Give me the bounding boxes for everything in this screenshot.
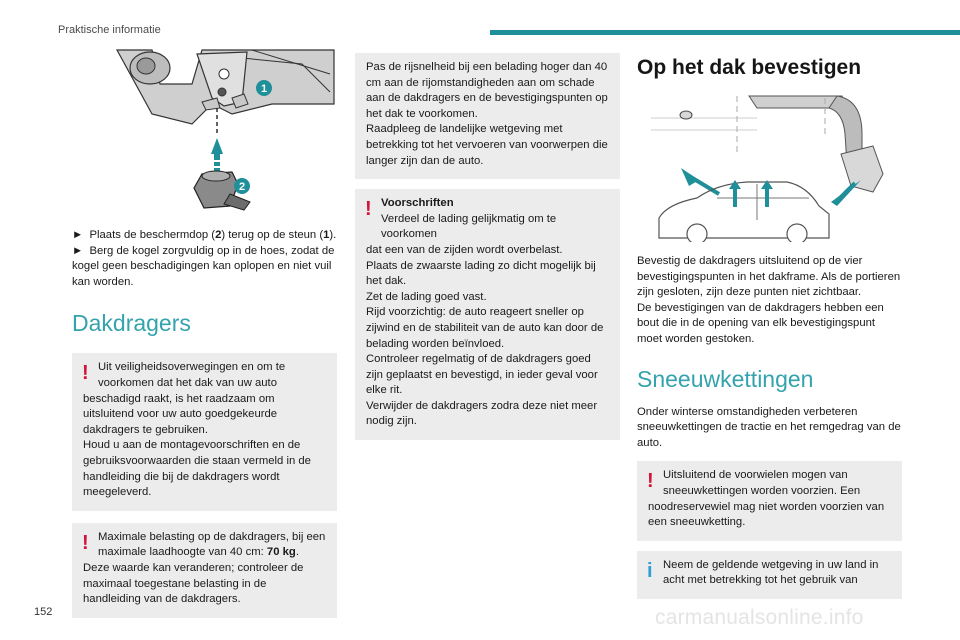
warning-icon: ! [82, 531, 89, 554]
bullet-marker-icon: ► [72, 229, 84, 241]
heading-dakdragers: Dakdragers [72, 310, 191, 337]
instruction-item: ► Berg de kogel zorgvuldig op in de hoes, zodat de kogel geen beschadigingen kan oplopen en niet vuil kan worden. [72, 244, 335, 288]
warning-box-regulations: ! Voorschriften Verdeel de lading gelijkmatig om te voorkomen dat een van de zijden wordt overbelast. Plaats de zwaarste lading zo dicht mogelijk bij het dak. Zet de lading goed vast. Rijd voorzichtig: de auto reageert sneller op zijwind en de stabiliteit van de auto kan door de belading worden beïnvloed. Controleer regelmatig of de dakdragers goed zijn geplaatst en bevestigd, in ieder geval voor elke rit. Verwijder de dakdragers zodra deze niet meer nodig zijn. [355, 189, 620, 440]
heading-snow-chains: Sneeuwkettingen [637, 365, 814, 392]
warning-icon: ! [82, 362, 89, 385]
callout-2-label: 2 [238, 181, 246, 193]
roof-mounting-illustration [637, 94, 902, 242]
header-accent-bar [490, 30, 960, 35]
bullet-marker-icon: ► [72, 244, 84, 257]
note-box-speed: Pas de rijsnelheid bij een belading hoger dan 40 cm aan de rijomstandigheden aan om schade aan de dakdragers en de bevestigingspunten op het dak te voorkomen. Raadpleeg de landelijke wetgeving met betrekking tot het vervoeren van voorwerpen die langer zijn dan de auto. [355, 53, 620, 179]
instruction-list [72, 228, 337, 290]
heading-roof-mounting: Op het dak bevestigen [637, 56, 862, 79]
warning-box-max-load: ! Maximale belasting op de dakdragers, bij een maximale laadhoogte van 40 cm: 70 kg. Deze waarde kan veranderen; controleer de maximaal toegestane belasting in de handleiding van de dakdragers. [72, 523, 337, 618]
roof-mounting-text: Bevestig de dakdragers uitsluitend op de vier bevestigingspunten in het dakframe. Als de portieren zijn gesloten, zijn deze punten niet zichtbaar. De bevestigingen van de dakdragers hebben een bout die in de opening van elk bevestigingspunt moet worden gestoken. [637, 255, 901, 345]
warning-icon: ! [647, 470, 654, 493]
warning-box-front-wheels: ! Uitsluitend de voorwielen mogen van sneeuwkettingen worden voorzien. Een noodreservewiel mag niet worden voorzien van een sneeuwketting. [637, 461, 902, 540]
info-box-legislation: i Neem de geldende wetgeving in uw land in acht met betrekking tot het gebruik van [637, 551, 902, 599]
callout-1-label: 1 [260, 83, 268, 95]
section-header: Praktische informatie [58, 24, 161, 36]
page-number: 152 [34, 606, 53, 618]
warning-icon: ! [365, 198, 372, 221]
watermark: carmanualsonline.info [655, 606, 864, 629]
snow-chains-text: Onder winterse omstandigheden verbeteren sneeuwkettingen de tractie en het remgedrag van de auto. [637, 405, 901, 449]
column-right [637, 56, 902, 599]
column-left [72, 44, 337, 618]
tow-ball-illustration [72, 44, 337, 214]
instruction-item: ► Plaats de beschermdop (2) terug op de steun (1). [72, 229, 337, 241]
warning-box-safety: ! Uit veiligheidsoverwegingen en om te voorkomen dat het dak van uw auto beschadigd raakt, is het raadzaam om uitsluitend voor uw auto goedgekeurde dakdragers te gebruiken. Houd u aan de montagevoorschriften en de gebruiksvoorwaarden die staan vermeld in de handleiding die bij de dakdragers wordt meegeleverd. [72, 353, 337, 510]
column-middle [355, 53, 620, 440]
info-icon: i [647, 559, 653, 582]
